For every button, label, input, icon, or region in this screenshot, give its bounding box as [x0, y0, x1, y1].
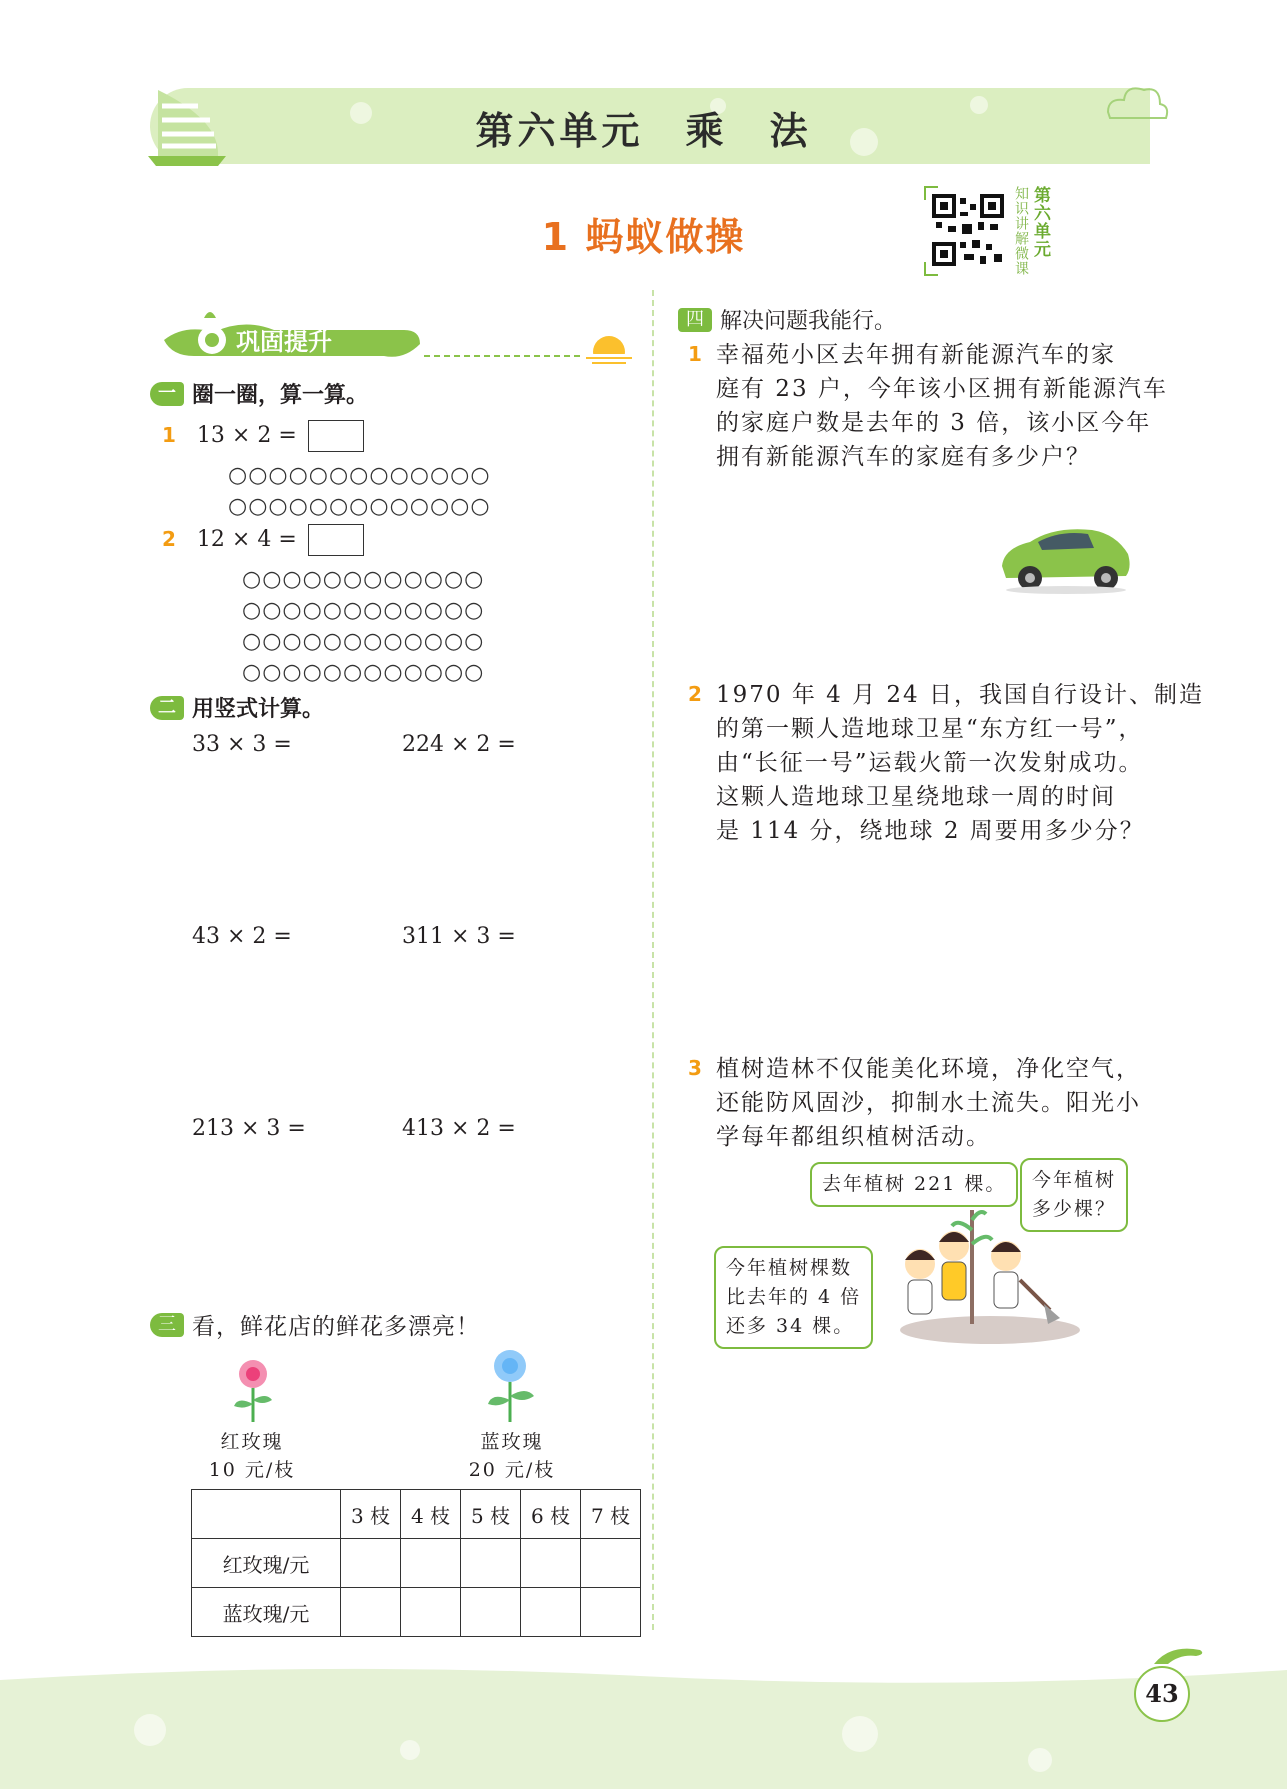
problem-text: [716, 1052, 1141, 1154]
page-number: 43: [1134, 1666, 1190, 1722]
problem-2: [688, 678, 1204, 848]
answer-cell[interactable]: [461, 1539, 521, 1588]
table-row: [192, 1588, 641, 1637]
calc-item: 413 × 2 =: [402, 1116, 516, 1141]
section-badge: 三: [150, 1313, 184, 1337]
problem-line: 还能防风固沙，抑制水土流失。阳光小: [716, 1090, 1141, 1116]
problem-line: 这颗人造地球卫星绕地球一周的时间: [716, 784, 1116, 810]
problem-line: 植树造林不仅能美化环境，净化空气，: [716, 1056, 1141, 1082]
answer-box[interactable]: [308, 420, 364, 452]
circle-row: ○○○○○○○○○○○○: [242, 629, 485, 654]
answer-cell[interactable]: [581, 1588, 641, 1637]
q-number: 2: [688, 682, 702, 706]
problem-line: 是 114 分，绕地球 2 周要用多少分？: [716, 818, 1145, 844]
table-row: [192, 1539, 641, 1588]
speech-bubble: [714, 1246, 873, 1349]
qr-code-icon[interactable]: [930, 192, 1006, 268]
qr-corner: [924, 262, 938, 276]
problem-1: [688, 338, 1168, 474]
table-header-row: [192, 1490, 641, 1539]
table-header-cell: 5 枝: [461, 1490, 521, 1539]
answer-cell[interactable]: [341, 1539, 401, 1588]
circle-grid: [228, 460, 491, 522]
table-header-cell: 6 枝: [521, 1490, 581, 1539]
problem-line: 庭有 23 户，今年该小区拥有新能源汽车: [716, 376, 1168, 402]
section-title: 用竖式计算。: [192, 697, 325, 722]
q2-line: [162, 524, 364, 556]
section-two-heading: [150, 692, 324, 723]
problem-line: 1970 年 4 月 24 日，我国自行设计、制造: [716, 682, 1204, 708]
column-divider: [652, 290, 654, 1630]
price-table: [191, 1489, 641, 1637]
answer-cell[interactable]: [521, 1539, 581, 1588]
section-title: 解决问题我能行。: [720, 309, 897, 334]
section-one-heading: [150, 378, 368, 409]
q-number: 2: [162, 527, 176, 551]
answer-cell[interactable]: [581, 1539, 641, 1588]
answer-cell[interactable]: [341, 1588, 401, 1637]
q-number: 1: [162, 423, 176, 447]
table-header-cell: 3 枝: [341, 1490, 401, 1539]
bubble-line: 多少棵？: [1032, 1198, 1117, 1220]
section-badge: 四: [678, 308, 712, 332]
qr-caption: [1012, 186, 1052, 276]
blue-rose-icon: [478, 1346, 542, 1424]
bubble-line: 今年植树棵数: [726, 1257, 853, 1279]
section-four-heading: [678, 304, 896, 335]
calc-item: 33 × 3 =: [192, 732, 292, 757]
flower-name: 红玫瑰: [220, 1431, 284, 1453]
answer-box[interactable]: [308, 524, 364, 556]
flower-price: 20 元/枝: [468, 1459, 556, 1481]
lesson-title: 1 蚂蚁做操: [541, 215, 746, 259]
table-header-cell: [192, 1490, 341, 1539]
qr-corner: [924, 186, 938, 200]
circle-row: ○○○○○○○○○○○○: [242, 660, 485, 685]
section-badge: 二: [150, 696, 184, 720]
tag-label: 巩固提升: [236, 328, 332, 356]
blue-rose-label: [450, 1428, 574, 1484]
bubble-line: 比去年的 4 倍: [726, 1286, 862, 1308]
calc-item: 213 × 3 =: [192, 1116, 306, 1141]
section-title: 看，鲜花店的鲜花多漂亮！: [192, 1314, 480, 1340]
bubble-line: 还多 34 棵。: [726, 1315, 855, 1337]
speech-bubble: 去年植树 221 棵。: [810, 1162, 1018, 1207]
tag-decoration: [154, 304, 634, 364]
red-rose-label: [190, 1428, 314, 1484]
answer-cell[interactable]: [401, 1588, 461, 1637]
q1-expression: 13 × 2 =: [196, 423, 297, 448]
answer-cell[interactable]: [461, 1588, 521, 1637]
section-three-heading: [150, 1308, 480, 1341]
row-label: 蓝玫瑰/元: [192, 1588, 341, 1637]
tree-planting-illustration: [880, 1200, 1090, 1346]
section-badge: 一: [150, 382, 184, 406]
green-car-icon: [996, 520, 1136, 596]
answer-cell[interactable]: [521, 1588, 581, 1637]
circle-row: ○○○○○○○○○○○○○: [228, 463, 491, 488]
q1-line: [162, 420, 364, 452]
q2-expression: 12 × 4 =: [196, 527, 297, 552]
table-header-cell: 7 枝: [581, 1490, 641, 1539]
unit-title: 第六单元 乘 法: [475, 109, 812, 153]
red-rose-icon: [226, 1356, 280, 1424]
problem-line: 的家庭户数是去年的 3 倍，该小区今年: [716, 410, 1152, 436]
circle-row: ○○○○○○○○○○○○: [242, 598, 485, 623]
qr-caption-small: 知识讲解微课: [1013, 186, 1029, 276]
calc-item: 224 × 2 =: [402, 732, 516, 757]
flower-name: 蓝玫瑰: [480, 1431, 544, 1453]
problem-text: [716, 678, 1204, 848]
problem-line: 幸福苑小区去年拥有新能源汽车的家: [716, 342, 1116, 368]
section-title: 圈一圈，算一算。: [192, 383, 369, 408]
qr-caption-large: 第六单元: [1030, 186, 1050, 258]
problem-3: [688, 1052, 1141, 1154]
table-header-cell: 4 枝: [401, 1490, 461, 1539]
bubble-line: 今年植树: [1032, 1169, 1117, 1191]
bottom-wave: [0, 1660, 1287, 1789]
problem-line: 学每年都组织植树活动。: [716, 1124, 991, 1150]
circle-row: ○○○○○○○○○○○○: [242, 567, 485, 592]
problem-line: 拥有新能源汽车的家庭有多少户？: [716, 444, 1091, 470]
flower-price: 10 元/枝: [208, 1459, 296, 1481]
problem-line: 的第一颗人造地球卫星“东方红一号”，: [716, 716, 1144, 742]
q-number: 1: [688, 342, 702, 366]
circle-grid: [242, 564, 484, 688]
calc-item: 43 × 2 =: [192, 924, 292, 949]
q-number: 3: [688, 1056, 702, 1080]
row-label: 红玫瑰/元: [192, 1539, 341, 1588]
problem-text: [716, 338, 1168, 474]
problem-line: 由“长征一号”运载火箭一次发射成功。: [716, 750, 1144, 776]
circle-row: ○○○○○○○○○○○○○: [228, 494, 491, 519]
answer-cell[interactable]: [401, 1539, 461, 1588]
calc-item: 311 × 3 =: [402, 924, 516, 949]
